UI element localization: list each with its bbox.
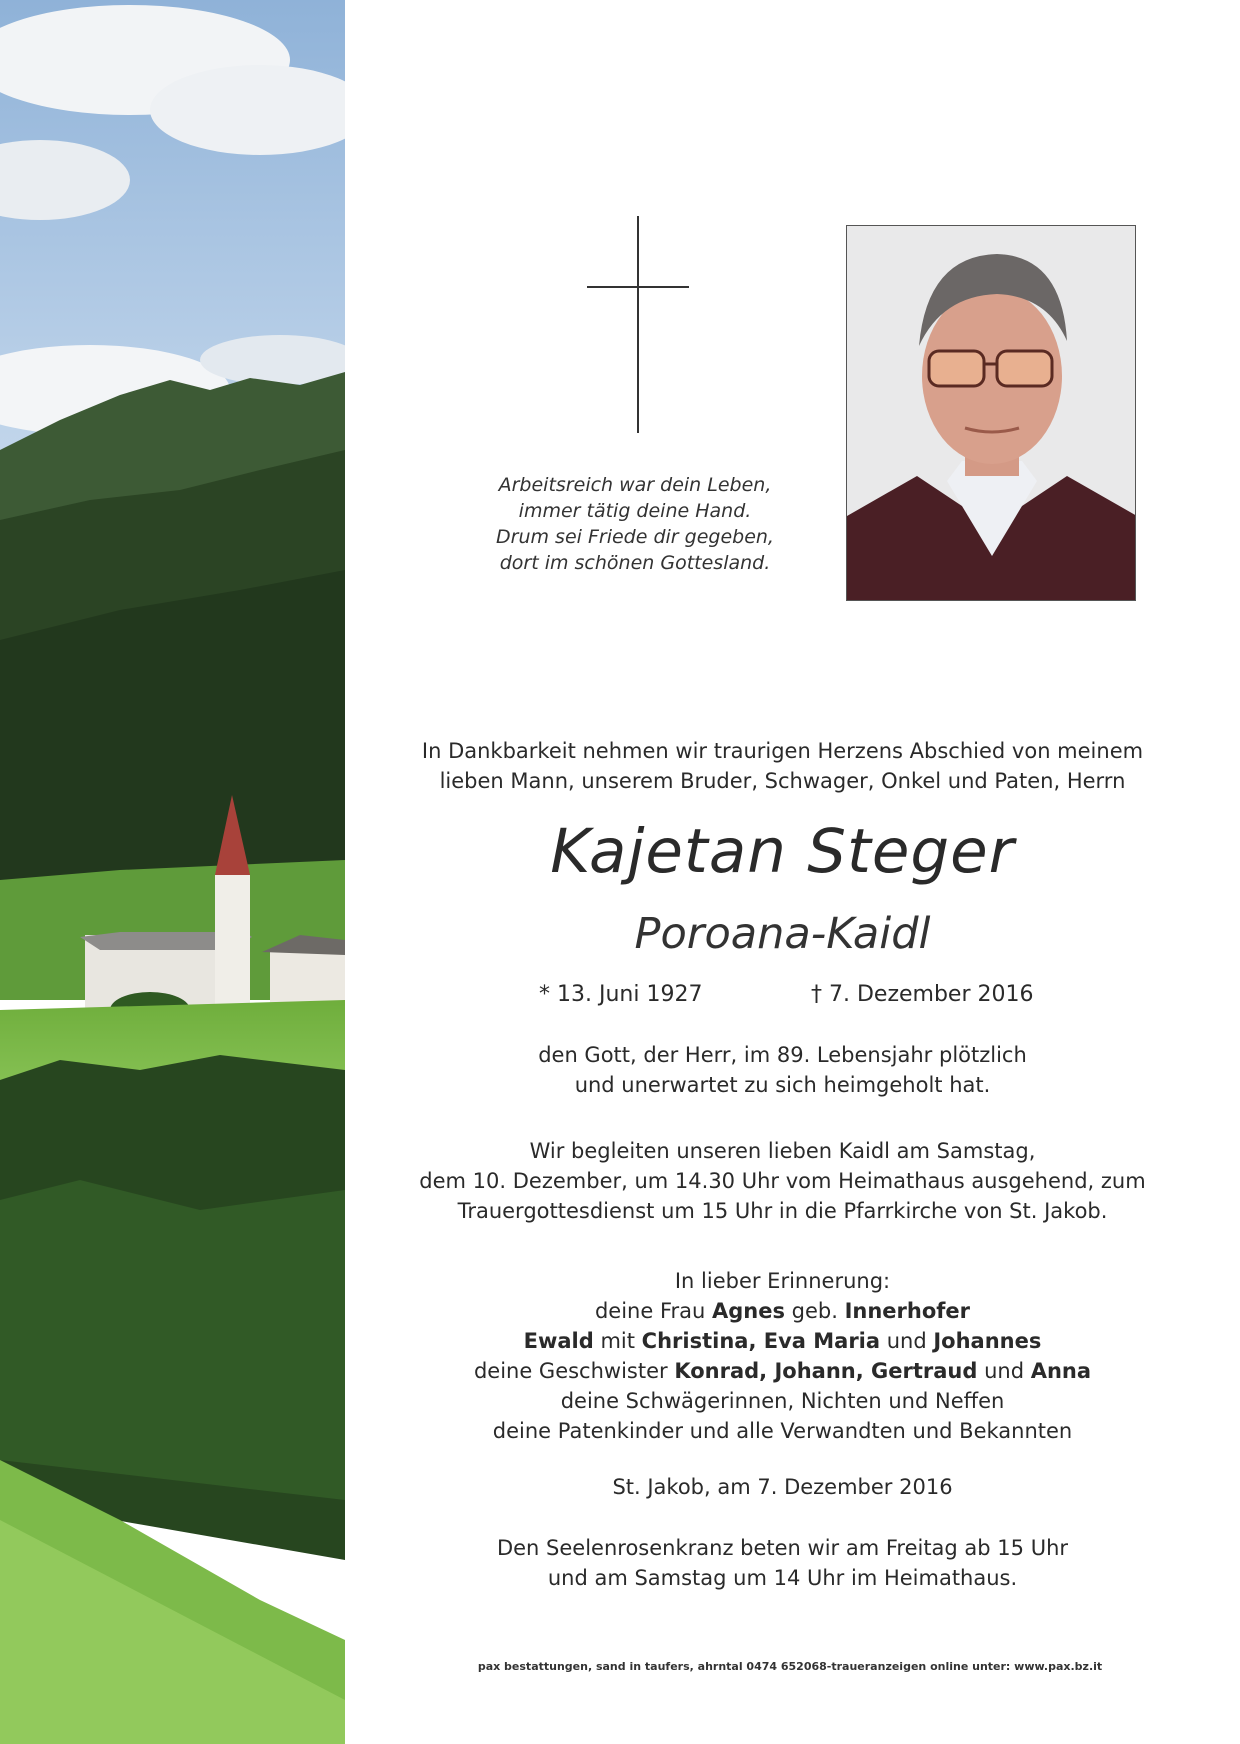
- funeral-text: [400, 1136, 1165, 1226]
- announcement-line: den Gott, der Herr, im 89. Lebensjahr plötzlich: [538, 1043, 1027, 1067]
- cross-icon-bar: [587, 286, 689, 288]
- funeral-line: dem 10. Dezember, um 14.30 Uhr vom Heimathaus ausgehend, zum: [419, 1169, 1146, 1193]
- family-relatives: deine Patenkinder und alle Verwandten und Bekannten: [492, 1419, 1073, 1443]
- announcement-line: und unerwartet zu sich heimgeholt hat.: [574, 1073, 991, 1097]
- poem-line: Drum sei Friede dir gegeben,: [496, 526, 774, 548]
- landscape-photo: [0, 0, 345, 1744]
- deceased-name: Kajetan Steger: [550, 816, 1015, 887]
- intro-text: [400, 736, 1165, 796]
- family-son: Ewald mit Christina, Eva Maria und Johannes: [523, 1329, 1042, 1353]
- place-date: St. Jakob, am 7. Dezember 2016: [612, 1475, 953, 1499]
- family-in-laws: deine Schwägerinnen, Nichten und Neffen: [560, 1389, 1005, 1413]
- poem-line: dort im schönen Gottesland.: [499, 552, 771, 574]
- funeral-line: Wir begleiten unseren lieben Kaidl am Samstag,: [529, 1139, 1036, 1163]
- announcement-text: [400, 1040, 1165, 1100]
- rosary-line: und am Samstag um 14 Uhr im Heimathaus.: [547, 1566, 1018, 1590]
- birth-date: * 13. Juni 1927: [539, 982, 703, 1007]
- family-list: [400, 1266, 1165, 1446]
- intro-line: In Dankbarkeit nehmen wir traurigen Herzens Abschied von meinem: [421, 739, 1144, 763]
- intro-line: lieben Mann, unserem Bruder, Schwager, Onkel und Paten, Herrn: [439, 769, 1126, 793]
- footer-imprint: pax bestattungen, sand in taufers, ahrntal 0474 652068-traueranzeigen online unter: www.pax.bz.it: [477, 1660, 1103, 1673]
- family-heading: In lieber Erinnerung:: [674, 1269, 891, 1293]
- rosary-line: Den Seelenrosenkranz beten wir am Freitag ab 15 Uhr: [496, 1536, 1069, 1560]
- portrait-photo: [846, 225, 1136, 601]
- funeral-line: Trauergottesdienst um 15 Uhr in die Pfarrkirche von St. Jakob.: [457, 1199, 1108, 1223]
- poem: [440, 472, 830, 576]
- cross-icon: [637, 216, 639, 433]
- poem-line: Arbeitsreich war dein Leben,: [498, 474, 772, 496]
- death-date: † 7. Dezember 2016: [811, 982, 1034, 1007]
- poem-line: immer tätig deine Hand.: [518, 500, 752, 522]
- family-wife: deine Frau Agnes geb. Innerhofer: [594, 1299, 971, 1323]
- rosary-text: [400, 1533, 1165, 1593]
- deceased-nickname: Poroana-Kaidl: [634, 909, 931, 959]
- family-siblings: deine Geschwister Konrad, Johann, Gertraud und Anna: [473, 1359, 1092, 1383]
